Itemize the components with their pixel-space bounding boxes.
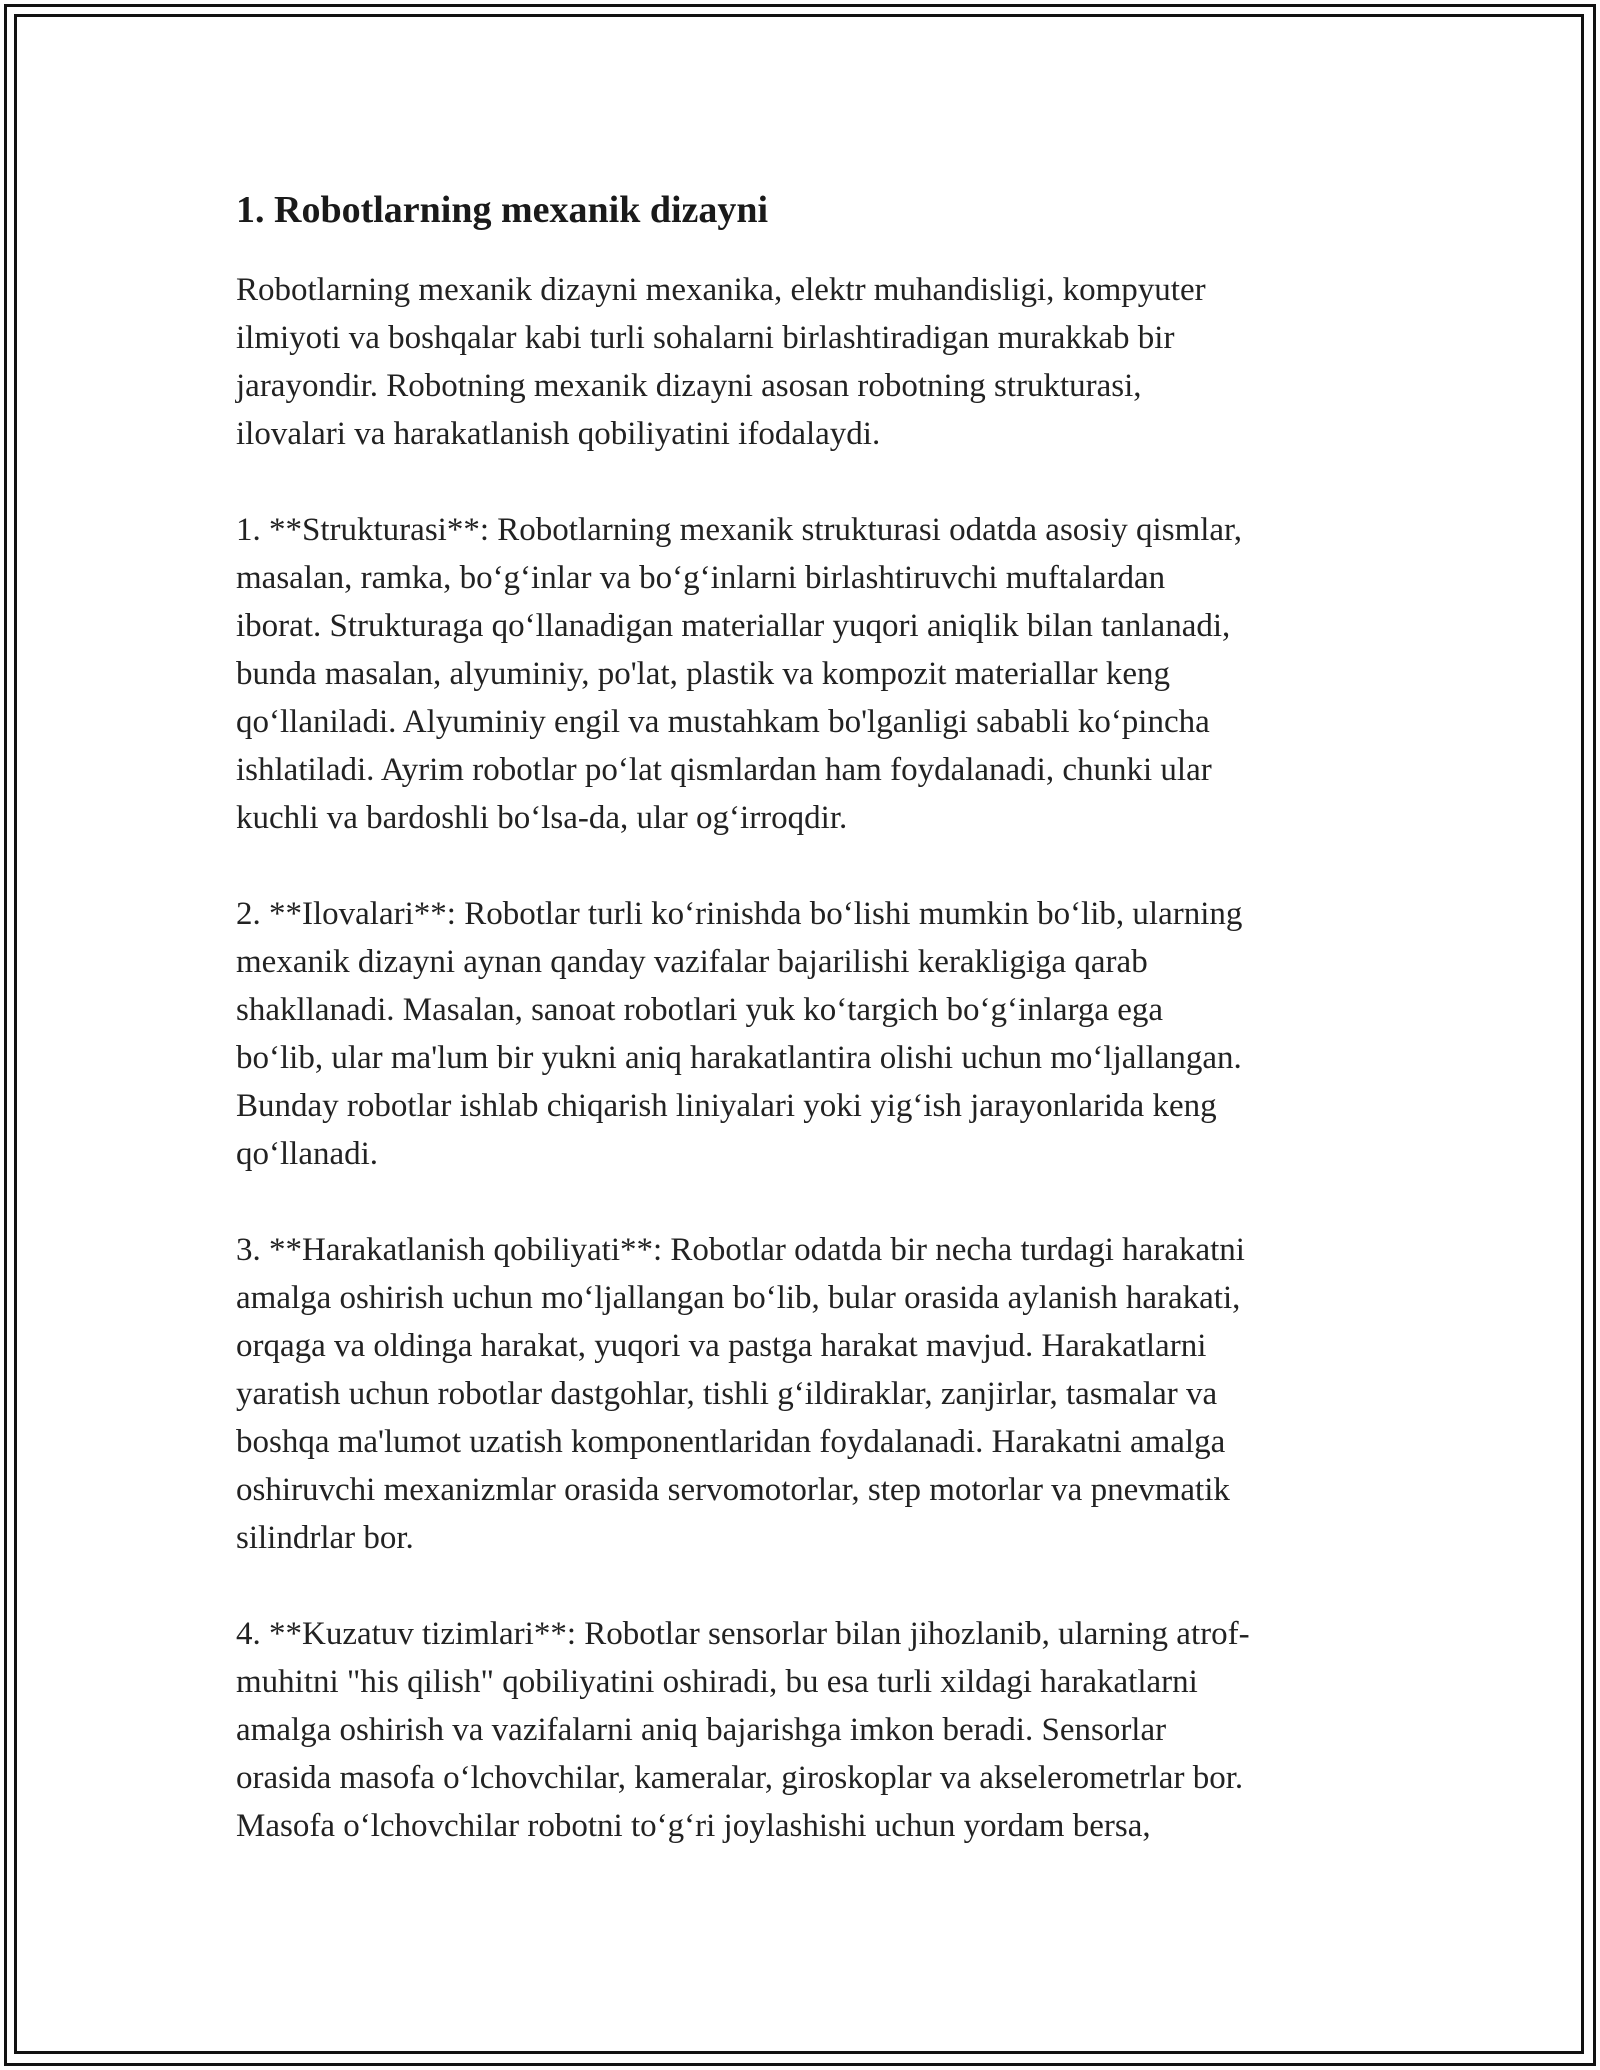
paragraph-strukturasi: 1. **Strukturasi**: Robotlarning mexanik strukturasi odatda asosiy qismlar, masalan, ramka, bo‘g‘inlar va bo‘g‘inlarni birlashtiruvchi muftalardan iborat. Strukturaga qo‘llanadigan materiallar yuqori aniqlik bilan tanlanadi, bunda masalan, alyuminiy, po'lat, plastik va kompozit materiallar keng qo‘llaniladi. Alyuminiy engil va mustahkam bo'lganligi sababli ko‘pincha ishlatiladi. Ayrim robotlar po‘lat qismlardan ham foydalanadi, chunki ular kuchli va bardoshli bo‘lsa-da, ular og‘irroqdir. xyxy=(236,512,1242,836)
document-body xyxy=(236,186,1376,1898)
intro-paragraph: Robotlarning mexanik dizayni mexanika, elektr muhandisligi, kompyuter ilmiyoti va boshqalar kabi turli sohalarni birlashtiradigan murakkab bir jarayondir. Robotning mexanik dizayni asosan robotning strukturasi, ilovalari va harakatlanish qobiliyatini ifodalaydi. xyxy=(236,272,1206,452)
paragraph-kuzatuv: 4. **Kuzatuv tizimlari**: Robotlar sensorlar bilan jihozlanib, ularning atrof- muhitni "his qilish" qobiliyatini oshiradi, bu esa turli xildagi harakatlarni amalga oshirish va vazifalarni aniq bajarishga imkon beradi. Sensorlar orasida masofa o‘lchovchilar, kameralar, giroskoplar va akselerometrlar bor. Masofa o‘lchovchilar robotni to‘g‘ri joylashishi uchun yordam bersa, xyxy=(236,1616,1250,1844)
paragraph-ilovalari: 2. **Ilovalari**: Robotlar turli ko‘rinishda bo‘lishi mumkin bo‘lib, ularning mexanik dizayni aynan qanday vazifalar bajarilishi kerakligiga qarab shakllanadi. Masalan, sanoat robotlari yuk ko‘targich bo‘g‘inlarga ega bo‘lib, ular ma'lum bir yukni aniq harakatlantira olishi uchun mo‘ljallangan. Bunday robotlar ishlab chiqarish liniyalari yoki yig‘ish jarayonlarida keng qo‘llanadi. xyxy=(236,896,1243,1172)
page-title: 1. Robotlarning mexanik dizayni xyxy=(236,189,769,231)
paragraph-harakatlanish: 3. **Harakatlanish qobiliyati**: Robotlar odatda bir necha turdagi harakatni amalga oshirish uchun mo‘ljallangan bo‘lib, bular orasida aylanish harakati, orqaga va oldinga harakat, yuqori va pastga harakat mavjud. Harakatlarni yaratish uchun robotlar dastgohlar, tishli g‘ildiraklar, zanjirlar, tasmalar va boshqa ma'lumot uzatish komponentlaridan foydalanadi. Harakatni amalga oshiruvchi mexanizmlar orasida servomotorlar, step motorlar va pnevmatik silindrlar bor. xyxy=(236,1232,1245,1556)
